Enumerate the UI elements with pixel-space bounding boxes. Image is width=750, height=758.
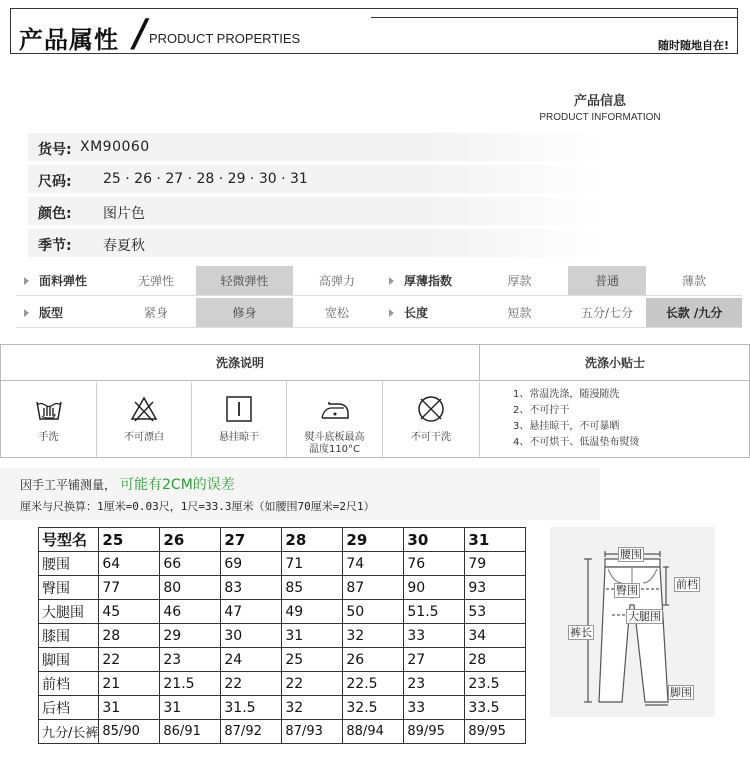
size-table-header-cell: 28: [282, 528, 343, 552]
wash-cell-no-dry-clean: [383, 382, 480, 458]
size-table-cell: 89/95: [465, 720, 526, 744]
option-half-length: 五分/七分: [568, 298, 646, 328]
size-table-cell: 87/93: [282, 720, 343, 744]
size-table-row: [39, 552, 526, 576]
section-header: [10, 8, 738, 54]
wash-tip: 2、不可拧干: [513, 405, 570, 416]
size-table-cell: 25: [282, 648, 343, 672]
header-title-cn: 产品属性: [19, 26, 119, 54]
size-table-header-cell: 25: [99, 528, 160, 552]
size-table-cell: 31: [160, 696, 221, 720]
size-table-cell: 46: [160, 600, 221, 624]
attribute-sizes: [28, 165, 608, 193]
wash-label: 不可漂白: [124, 432, 164, 443]
size-table-header-cell: 29: [343, 528, 404, 552]
size-table-cell: 69: [221, 552, 282, 576]
size-table-cell: 87: [343, 576, 404, 600]
size-table-cell: 71: [282, 552, 343, 576]
size-table-row: [39, 648, 526, 672]
attribute-key: 季节:: [38, 238, 72, 254]
size-table-row-label: 九分/长裤: [39, 720, 99, 744]
note-warning: 可能有2CM的误差: [120, 477, 235, 493]
wash-cell-no-bleach: [97, 382, 192, 458]
option-slight-stretch-selected: 轻微弹性: [196, 266, 293, 296]
size-table-header-row: [39, 528, 526, 552]
attribute-value: 图片色: [103, 206, 145, 222]
option-skinny: 紧身: [116, 298, 196, 328]
wash-cell-hand-wash: [1, 382, 97, 458]
size-table-cell: 30: [221, 624, 282, 648]
size-table-cell: 23.5: [465, 672, 526, 696]
wash-cell-hang-dry: [192, 382, 287, 458]
size-table-cell: 77: [99, 576, 160, 600]
property-label-thickness: 厚薄指数: [381, 266, 471, 296]
bullet-icon: [24, 309, 29, 317]
attribute-key: 颜色:: [38, 206, 72, 222]
size-table-row: [39, 672, 526, 696]
size-table-cell: 93: [465, 576, 526, 600]
size-table-header-cell: 31: [465, 528, 526, 552]
size-table-cell: 90: [404, 576, 465, 600]
size-table-cell: 66: [160, 552, 221, 576]
size-table-cell: 50: [343, 600, 404, 624]
size-table-cell: 32: [282, 696, 343, 720]
wash-tip: 3、悬挂晾干，不可暴晒: [513, 421, 620, 432]
size-table-cell: 33: [404, 696, 465, 720]
wash-label: 悬挂晾干: [219, 432, 259, 443]
size-table-cell: 76: [404, 552, 465, 576]
no-bleach-icon: [129, 394, 159, 424]
size-table-cell: 31.5: [221, 696, 282, 720]
size-table: [38, 527, 526, 744]
header-slash: /: [129, 11, 151, 55]
attribute-value: 春夏秋: [103, 238, 145, 254]
size-table-cell: 85: [282, 576, 343, 600]
wash-tip: 1、常温洗涤，随漫随洗: [513, 389, 620, 400]
product-info-heading-en: PRODUCT INFORMATION: [539, 112, 661, 123]
measurement-note: [0, 468, 600, 520]
size-table-row: [39, 696, 526, 720]
size-table-cell: 83: [221, 576, 282, 600]
size-table-row: [39, 624, 526, 648]
size-table-cell: 53: [465, 600, 526, 624]
wash-section: [0, 344, 750, 458]
bullet-icon: [24, 277, 29, 285]
header-title-en: PRODUCT PROPERTIES: [149, 31, 301, 46]
header-slogan: 随时随地自在!: [657, 39, 729, 52]
wash-cell-iron: [287, 382, 383, 458]
note-text: 因手工平铺测量，: [20, 478, 117, 492]
property-label-elasticity: 面料弹性: [16, 266, 116, 296]
size-table-row: [39, 720, 526, 744]
size-table-cell: 34: [465, 624, 526, 648]
wash-label: 手洗: [38, 432, 59, 443]
size-table-cell: 49: [282, 600, 343, 624]
size-table-cell: 51.5: [404, 600, 465, 624]
size-table-cell: 21.5: [160, 672, 221, 696]
size-table-cell: 28: [99, 624, 160, 648]
note-line-1: [20, 474, 235, 494]
size-table-cell: 47: [221, 600, 282, 624]
wash-label-line2: 温度110°C: [308, 444, 361, 455]
size-table-row-label: 后档: [39, 696, 99, 720]
size-table-cell: 32.5: [343, 696, 404, 720]
size-table-cell: 32: [343, 624, 404, 648]
product-info-heading: [520, 90, 680, 123]
attribute-key: 尺码:: [38, 174, 72, 190]
wash-label: 熨斗底板最高: [304, 432, 365, 443]
size-table-cell: 28: [465, 648, 526, 672]
size-table-row: [39, 576, 526, 600]
option-slim-selected: 修身: [196, 298, 293, 328]
size-table-row-label: 大腿围: [39, 600, 99, 624]
diagram-label-hip: 臀围: [616, 584, 638, 597]
option-no-stretch: 无弹性: [116, 266, 196, 296]
size-table-cell: 22.5: [343, 672, 404, 696]
size-table-cell: 64: [99, 552, 160, 576]
hang-dry-icon: [224, 394, 254, 424]
property-grid: [16, 266, 742, 330]
option-thick: 厚款: [471, 266, 568, 296]
diagram-label-front-rise: 前档: [676, 578, 698, 591]
size-table-cell: 24: [221, 648, 282, 672]
option-normal-selected: 普通: [568, 266, 646, 296]
size-table-cell: 74: [343, 552, 404, 576]
size-table-cell: 31: [99, 696, 160, 720]
product-info-heading-cn: 产品信息: [573, 94, 626, 109]
size-table-cell: 22: [282, 672, 343, 696]
size-table-header-cell: 27: [221, 528, 282, 552]
wash-title: 洗涤说明: [1, 345, 480, 381]
size-table-cell: 29: [160, 624, 221, 648]
size-table-cell: 22: [99, 648, 160, 672]
size-table-cell: 87/92: [221, 720, 282, 744]
size-table-cell: 86/91: [160, 720, 221, 744]
size-table-cell: 22: [221, 672, 282, 696]
option-long-selected: 长款 /九分: [646, 298, 742, 328]
size-table-cell: 45: [99, 600, 160, 624]
property-label-length: 长度: [381, 298, 471, 328]
wash-tips-list: [513, 387, 639, 451]
size-table-cell: 33.5: [465, 696, 526, 720]
pants-measurement-diagram: [550, 527, 715, 717]
size-table-row: [39, 600, 526, 624]
size-table-cell: 23: [160, 648, 221, 672]
diagram-label-waist: 腰围: [620, 548, 642, 561]
iron-icon: [320, 394, 350, 424]
diagram-label-length: 裤长: [570, 626, 592, 639]
size-table-row-label: 前档: [39, 672, 99, 696]
bullet-icon: [389, 309, 394, 317]
attribute-value: 25 · 26 · 27 · 28 · 29 · 30 · 31: [103, 171, 308, 187]
attribute-item-number: [28, 133, 608, 161]
bullet-icon: [389, 277, 394, 285]
attribute-key: 货号:: [38, 142, 72, 158]
size-table-cell: 88/94: [343, 720, 404, 744]
no-tumble-dry-icon: [416, 394, 446, 424]
note-line-2: 厘米与尺换算：1厘米=0.03尺，1尺=33.3厘米（如腰围70厘米=2尺1）: [20, 500, 375, 513]
property-label-fit: 版型: [16, 298, 116, 328]
size-table-cell: 31: [282, 624, 343, 648]
size-table-row-label: 膝围: [39, 624, 99, 648]
attribute-season: [28, 229, 608, 257]
option-short: 短款: [471, 298, 568, 328]
wash-label: 不可干洗: [411, 432, 451, 443]
size-table-cell: 80: [160, 576, 221, 600]
size-table-cell: 26: [343, 648, 404, 672]
size-table-cell: 85/90: [99, 720, 160, 744]
size-table-cell: 89/95: [404, 720, 465, 744]
size-table-header-cell: 30: [404, 528, 465, 552]
option-thin: 薄款: [646, 266, 742, 296]
wash-tip: 4、不可烘干、低温垫布熨烫: [513, 437, 640, 448]
size-table-cell: 21: [99, 672, 160, 696]
wash-tips-title: 洗涤小贴士: [480, 345, 750, 381]
size-table-cell: 27: [404, 648, 465, 672]
option-loose: 宽松: [293, 298, 381, 328]
size-table-header-cell: 26: [160, 528, 221, 552]
size-table-row-label: 脚围: [39, 648, 99, 672]
option-high-stretch: 高弹力: [293, 266, 381, 296]
size-table-cell: 33: [404, 624, 465, 648]
header-divider: [371, 17, 738, 18]
size-table-cell: 79: [465, 552, 526, 576]
diagram-label-thigh: 大腿围: [628, 610, 661, 623]
size-table-row-label: 腰围: [39, 552, 99, 576]
diagram-label-hem: 脚围: [670, 686, 692, 699]
attribute-value: XM90060: [80, 139, 150, 155]
attribute-color: [28, 197, 608, 225]
size-table-row-label: 臀围: [39, 576, 99, 600]
size-table-cell: 23: [404, 672, 465, 696]
size-table-header-cell: 号型名: [39, 528, 99, 552]
hand-wash-icon: [34, 394, 64, 424]
